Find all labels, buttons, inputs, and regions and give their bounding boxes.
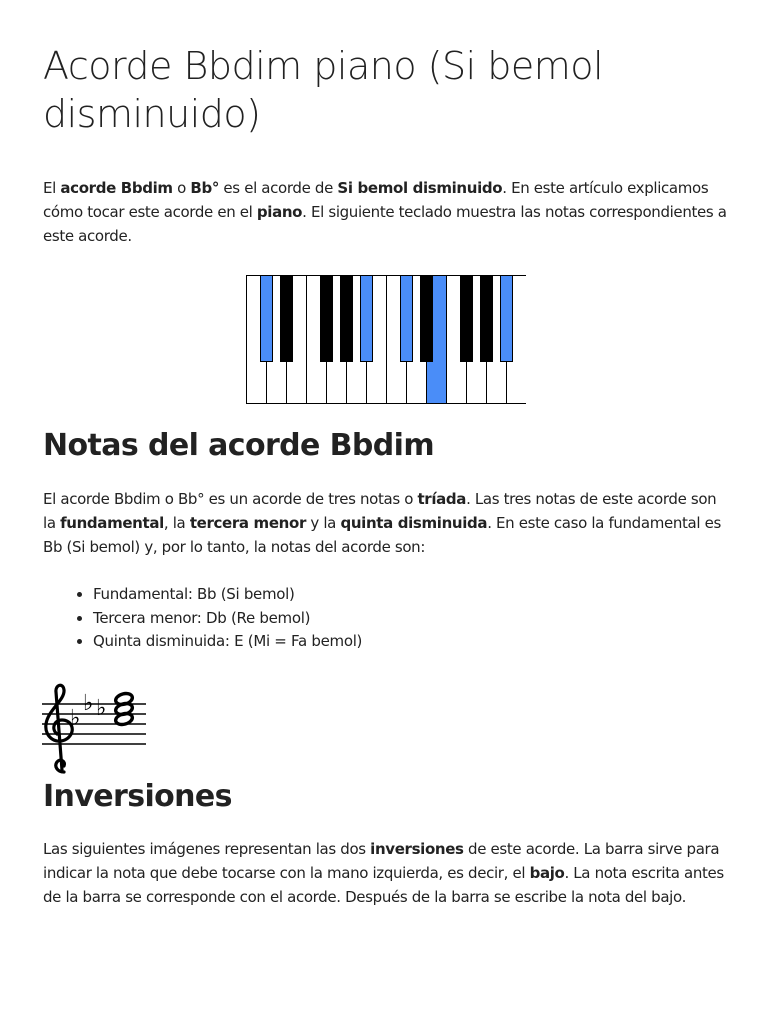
- page-title: Acorde Bbdim piano (Si bemol disminuido): [43, 44, 604, 136]
- flat-icon: ♭: [96, 696, 107, 721]
- notes-text-1: El acorde Bbdim o Bb° es un acorde de tres notas o: [43, 490, 418, 508]
- list-item: • Quinta disminuida: E (Mi = Fa bemol): [93, 630, 362, 654]
- notes-bold-fundamental: fundamental: [60, 514, 164, 532]
- notes-bold-tercera: tercera menor: [189, 514, 306, 532]
- notes-heading: Notas del acorde Bbdim: [43, 428, 435, 463]
- intro-bold-piano: piano: [256, 203, 303, 221]
- inv-bold-bajo: bajo: [529, 864, 565, 882]
- inversions-paragraph: [43, 837, 733, 909]
- intro-text-3: es el acorde de: [219, 179, 338, 197]
- intro-bold-symbol: Bb°: [190, 179, 220, 197]
- chord-noteheads: [114, 692, 133, 726]
- black-key-d-sharp: [421, 276, 433, 362]
- black-key-g-sharp: [341, 276, 353, 362]
- intro-text-2: o: [172, 179, 191, 197]
- black-key-g-sharp: [481, 276, 493, 362]
- intro-text-5: . El siguiente teclado muestra las notas correspondientes a este acorde.: [43, 203, 727, 245]
- piano-keyboard: [246, 275, 526, 404]
- intro-text-4: . En este artículo explicamos cómo tocar este acorde en el: [43, 179, 709, 221]
- notes-bold-quinta: quinta disminuida: [340, 514, 488, 532]
- inv-text-3: . La nota escrita antes de la barra se corresponde con el acorde. Después de la barra se escribe la nota del bajo.: [43, 864, 724, 906]
- inv-text-2: de este acorde. La barra sirve para indicar la nota que debe tocarse con la mano izquierda, es decir, el: [43, 840, 720, 882]
- black-key-f-sharp: [321, 276, 333, 362]
- flat-icon: ♭: [83, 691, 94, 716]
- list-item: • Fundamental: Bb (Si bemol): [93, 583, 362, 607]
- inv-bold-inversiones: inversiones: [370, 840, 464, 858]
- notes-text-5: . En este caso la fundamental es Bb (Si bemol) y, por lo tanto, la notas del acorde son:: [43, 514, 721, 556]
- inv-text-1: Las siguientes imágenes representan las dos: [43, 840, 371, 858]
- notes-text-3: , la: [163, 514, 190, 532]
- notes-text-2: . Las tres notas de este acorde son la: [43, 490, 717, 532]
- music-staff: [40, 682, 148, 776]
- flat-icon: ♭: [70, 706, 81, 731]
- inversions-heading: Inversiones: [43, 779, 232, 814]
- treble-clef-icon: [46, 685, 72, 772]
- black-key-c-sharp: [261, 276, 273, 362]
- intro-text-1: El: [43, 179, 61, 197]
- notes-text-4: y la: [306, 514, 341, 532]
- chord-notes-list: [43, 583, 362, 654]
- black-key-c-sharp: [401, 276, 413, 362]
- intro-paragraph: [43, 176, 733, 248]
- intro-bold-name: Si bemol disminuido: [337, 179, 503, 197]
- black-key-d-sharp: [281, 276, 293, 362]
- notes-bold-triada: tríada: [417, 490, 467, 508]
- notes-paragraph: [43, 487, 733, 559]
- intro-bold-chord: acorde Bbdim: [60, 179, 173, 197]
- list-item: • Tercera menor: Db (Re bemol): [93, 607, 362, 631]
- black-key-a-sharp: [501, 276, 513, 362]
- black-key-a-sharp: [361, 276, 373, 362]
- black-key-f-sharp: [461, 276, 473, 362]
